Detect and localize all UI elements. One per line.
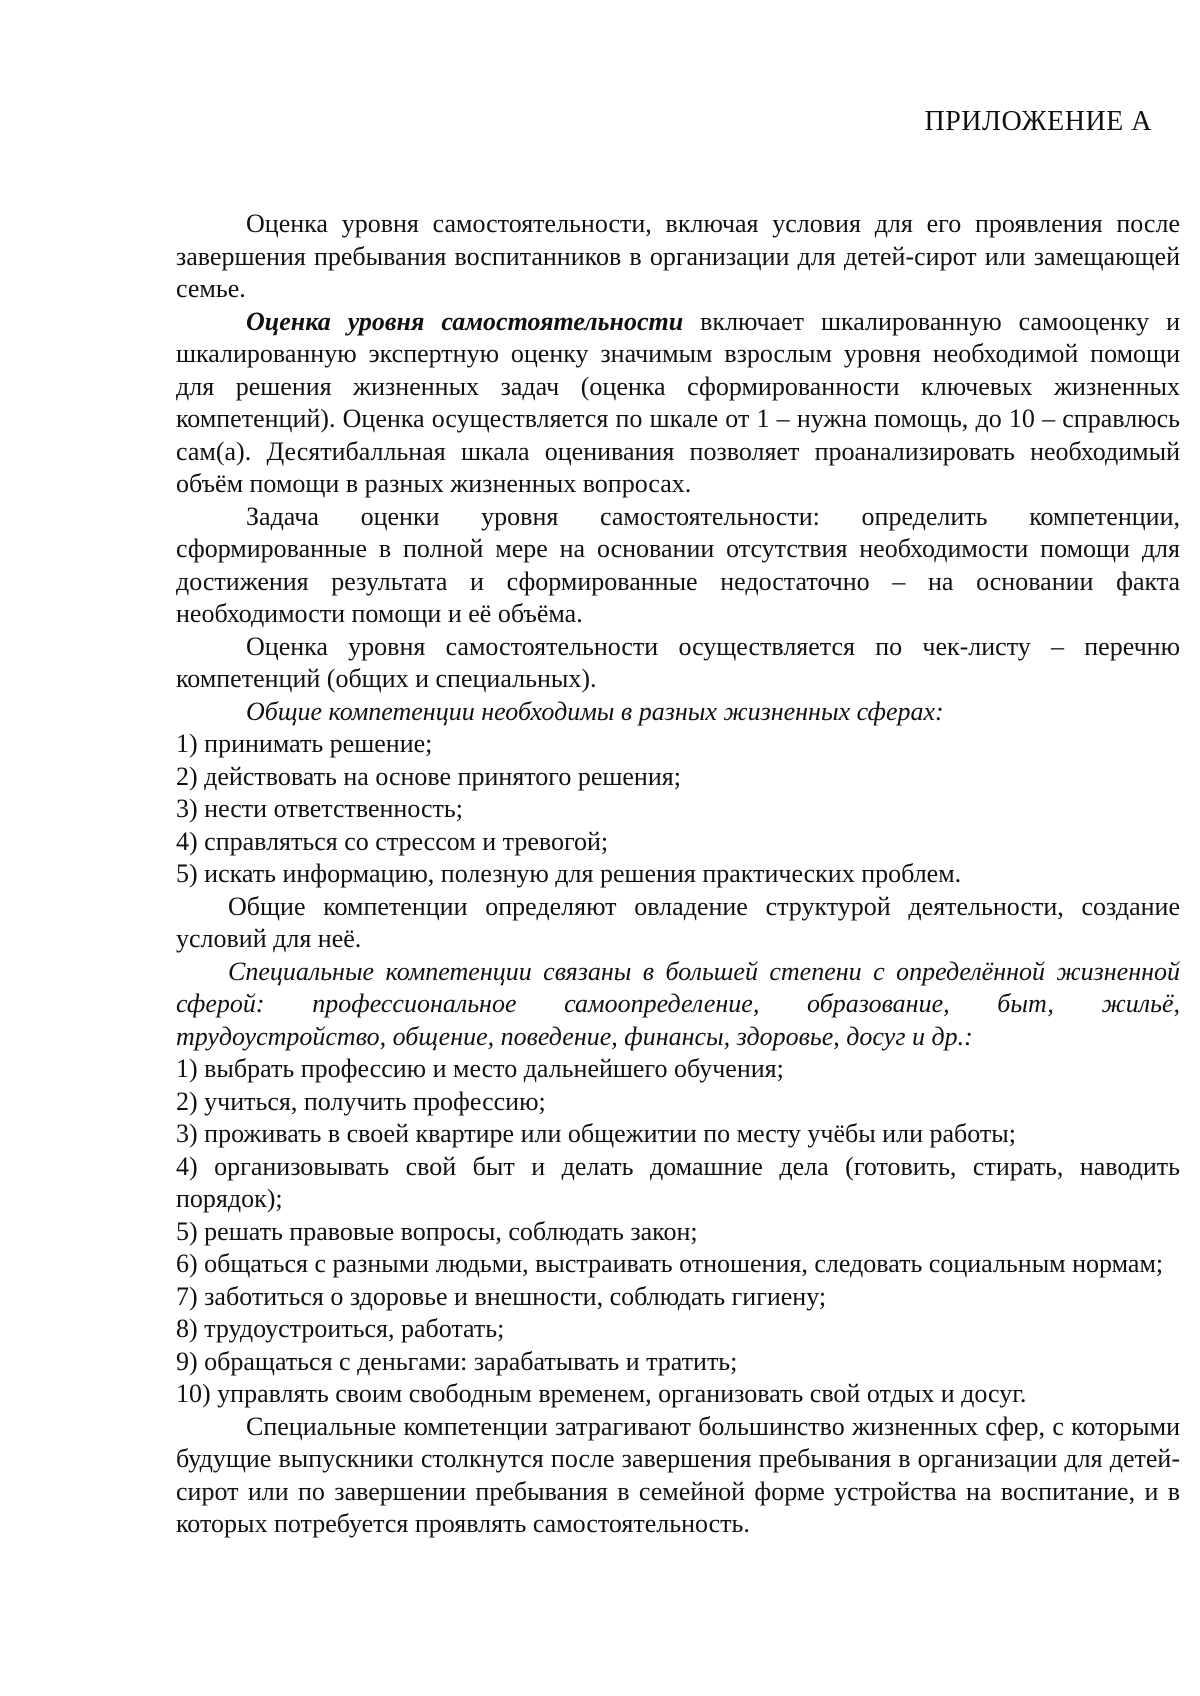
document-body — [176, 208, 1180, 1541]
self-assessment-lead: Оценка уровня самостоятельности — [246, 306, 684, 336]
appendix-title: ПРИЛОЖЕНИЕ А — [924, 106, 1152, 137]
list-item: 5) решать правовые вопросы, соблюдать закон; — [176, 1216, 698, 1246]
closing-paragraph: Специальные компетенции затрагивают большинство жизненных сфер, с которыми будущие выпускники столкнутся после завершения пребывания в организации для детей-сирот или по завершении пребывания в семейной форме устройства на воспитание, и в которых потребуется проявлять самостоятельность. — [176, 1411, 1180, 1538]
task-paragraph: Задача оценки уровня самостоятельности: определить компетенции, сформированные в полной мере на основании отсутствия необходимости помощи для достижения результата и сформированные недостаточно – на основании факта необходимости помощи и её объёма. — [176, 501, 1180, 628]
list-item: 2) учиться, получить профессию; — [176, 1086, 546, 1116]
general-competences-summary: Общие компетенции определяют овладение структурой деятельности, создание условий для неё. — [176, 891, 1180, 953]
list-item: 2) действовать на основе принятого решения; — [176, 761, 681, 791]
list-item: 3) проживать в своей квартире или общежитии по месту учёбы или работы; — [176, 1119, 1016, 1148]
general-competences-heading: Общие компетенции необходимы в разных жизненных сферах: — [246, 696, 944, 726]
list-item: 3) нести ответственность; — [176, 794, 463, 823]
list-item: 9) обращаться с деньгами: зарабатывать и тратить; — [176, 1346, 738, 1376]
appendix-header — [176, 100, 1180, 150]
list-item: 4) организовывать свой быт и делать домашние дела (готовить, стирать, наводить порядок); — [176, 1151, 1180, 1213]
list-item: 10) управлять своим свободным временем, организовать свой отдых и досуг. — [176, 1379, 1027, 1408]
list-item: 5) искать информацию, полезную для решения практических проблем. — [176, 859, 962, 888]
self-assessment-paragraph — [176, 306, 1180, 501]
self-assessment-text: включает шкалированную самооценку и шкалированную экспертную оценку значимым взрослым уровня необходимой помощи для решения жизненных задач (оценка сформированности ключевых жизненных компетенций). Оценка осуществляется по шкале от 1 – нужна помощь, до 10 – справлюсь сам(а). Десятибалльная шкала оценивания позволяет проанализировать необходимый объём помощи в разных жизненных вопросах. — [176, 306, 1180, 498]
list-item: 4) справляться со стрессом и тревогой; — [176, 826, 609, 856]
list-item: 1) выбрать профессию и место дальнейшего обучения; — [176, 1054, 784, 1083]
list-item: 7) заботиться о здоровье и внешности, соблюдать гигиену; — [176, 1281, 827, 1311]
list-item: 1) принимать решение; — [176, 729, 433, 758]
checklist-paragraph: Оценка уровня самостоятельности осуществляется по чек-листу – перечню компетенций (общих и специальных). — [176, 631, 1180, 693]
intro-paragraph: Оценка уровня самостоятельности, включая условия для его проявления после завершения пребывания воспитанников в организации для детей-сирот или замещающей семье. — [176, 209, 1180, 303]
special-competences-heading: Специальные компетенции связаны в большей степени с определённой жизненной сферой: профессиональное самоопределение, образование, быт, жильё, трудоустройство, общение, поведение, финансы, здоровье, досуг и др.: — [176, 956, 1180, 1051]
list-item: 8) трудоустроиться, работать; — [176, 1314, 505, 1343]
list-item: 6) общаться с разными людьми, выстраивать отношения, следовать социальным нормам; — [176, 1249, 1164, 1278]
